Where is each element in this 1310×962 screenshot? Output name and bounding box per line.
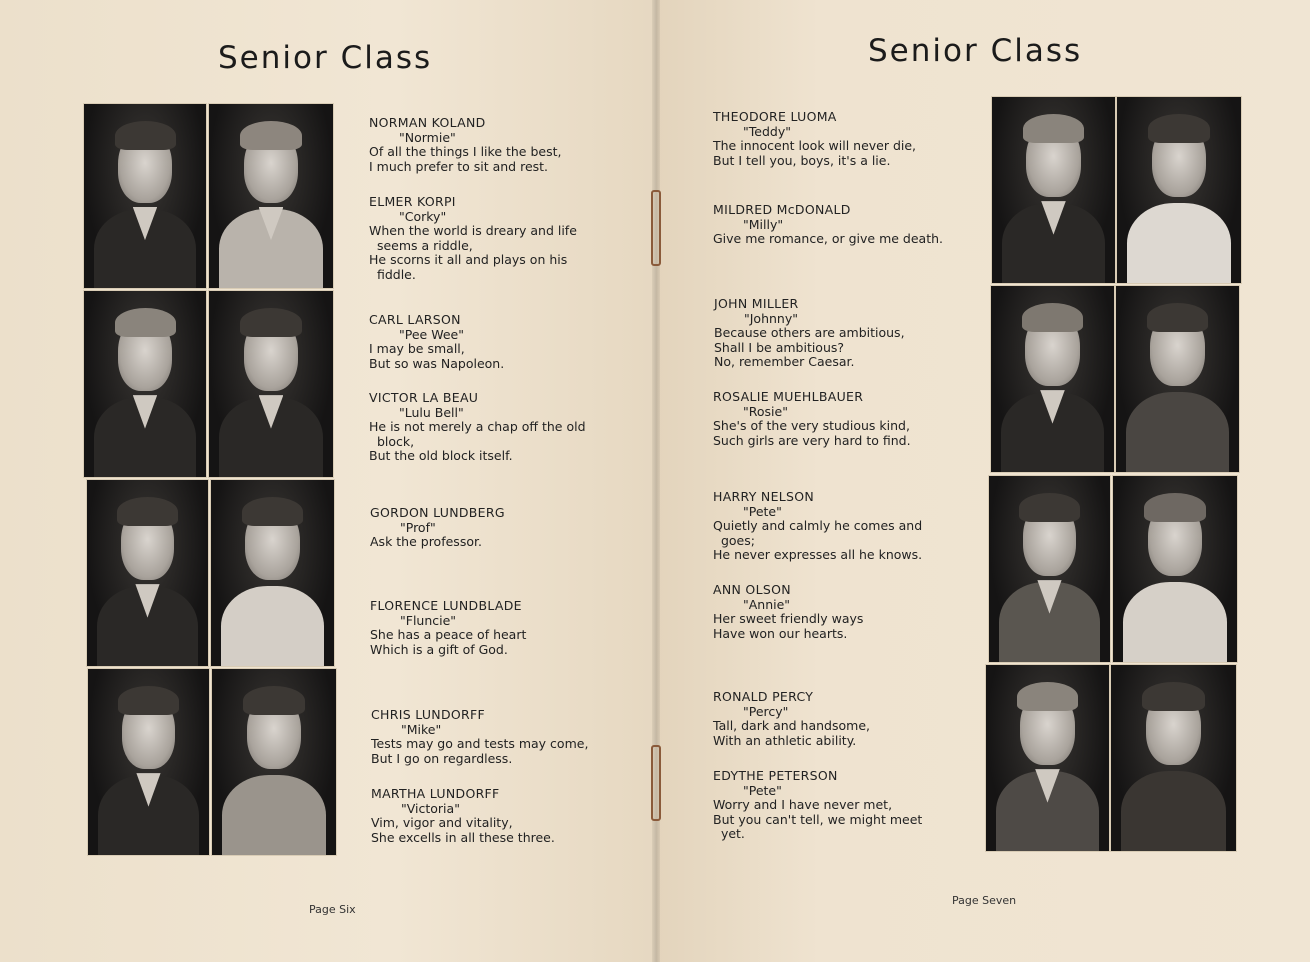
student-entry xyxy=(371,708,616,766)
student-nickname: "Rosie" xyxy=(743,403,788,419)
quote-line: Such girls are very hard to find. xyxy=(713,432,911,448)
student-name: ANN OLSON xyxy=(713,582,791,597)
student-entry xyxy=(369,391,614,464)
student-photo xyxy=(209,291,333,477)
quote-line: Which is a gift of God. xyxy=(370,641,508,657)
student-nickname: "Teddy" xyxy=(743,123,791,139)
student-nickname: "Prof" xyxy=(400,519,436,535)
quote-line: Give me romance, or give me death. xyxy=(713,231,943,247)
staple xyxy=(651,745,661,821)
quote-line: Ask the professor. xyxy=(370,534,482,550)
student-photo xyxy=(84,104,206,288)
student-entry xyxy=(713,110,958,168)
student-entry xyxy=(369,116,614,174)
quote-line: She has a peace of heart xyxy=(370,627,527,643)
student-photo xyxy=(1116,286,1239,472)
quote-line: I much prefer to sit and rest. xyxy=(369,158,549,174)
quote-line: He never expresses all he knows. xyxy=(713,547,923,563)
student-photo xyxy=(1111,665,1236,851)
student-photo xyxy=(1117,97,1241,283)
student-name: FLORENCE LUNDBLADE xyxy=(370,598,522,613)
student-photo xyxy=(88,669,209,855)
student-entry xyxy=(713,769,958,842)
quote-line: Quietly and calmly he comes and xyxy=(713,518,923,534)
student-photo xyxy=(989,476,1110,662)
student-nickname: "Corky" xyxy=(399,208,447,224)
student-name: CARL LARSON xyxy=(369,312,461,327)
student-nickname: "Pee Wee" xyxy=(399,326,464,342)
student-name: MILDRED McDONALD xyxy=(713,202,851,217)
student-name: NORMAN KOLAND xyxy=(369,115,486,130)
student-nickname: "Percy" xyxy=(743,703,789,719)
quote-line: He scorns it all and plays on his xyxy=(369,252,568,268)
student-entry xyxy=(369,313,614,371)
quote-line: With an athletic ability. xyxy=(713,732,857,748)
student-photo xyxy=(986,665,1109,851)
student-name: ELMER KORPI xyxy=(369,194,456,209)
student-photo xyxy=(1113,476,1237,662)
quote-line: Her sweet friendly ways xyxy=(713,611,864,627)
staple xyxy=(651,190,661,266)
quote-line: But the old block itself. xyxy=(369,448,513,464)
student-entry xyxy=(713,390,958,448)
quote-line: But you can't tell, we might meet xyxy=(713,811,923,827)
student-nickname: "Pete" xyxy=(743,503,782,519)
student-nickname: "Normie" xyxy=(399,129,456,145)
student-name: GORDON LUNDBERG xyxy=(370,505,505,520)
student-nickname: "Victoria" xyxy=(401,800,460,816)
quote-line: When the world is dreary and life xyxy=(369,223,577,239)
quote-line: Of all the things I like the best, xyxy=(369,144,562,160)
student-name: CHRIS LUNDORFF xyxy=(371,707,485,722)
quote-line: block, xyxy=(369,433,415,449)
student-name: HARRY NELSON xyxy=(713,489,815,504)
quote-line: Shall I be ambitious? xyxy=(714,339,845,355)
quote-line: But so was Napoleon. xyxy=(369,355,505,371)
quote-line: I may be small, xyxy=(369,341,465,357)
quote-line: She excells in all these three. xyxy=(371,829,555,845)
student-nickname: "Annie" xyxy=(743,596,791,612)
student-nickname: "Fluncie" xyxy=(400,612,457,628)
student-nickname: "Mike" xyxy=(401,721,442,737)
right-page xyxy=(656,0,1310,962)
student-name: EDYTHE PETERSON xyxy=(713,768,838,783)
quote-line: But I go on regardless. xyxy=(371,750,513,766)
student-entry xyxy=(370,506,615,550)
page-title: Senior Class xyxy=(218,40,433,76)
student-nickname: "Pete" xyxy=(743,782,782,798)
student-entry xyxy=(713,203,958,247)
quote-line: yet. xyxy=(713,826,745,842)
student-nickname: "Milly" xyxy=(743,216,784,232)
student-name: ROSALIE MUEHLBAUER xyxy=(713,389,864,404)
student-nickname: "Lulu Bell" xyxy=(399,404,464,420)
student-name: JOHN MILLER xyxy=(714,296,799,311)
student-entry xyxy=(714,297,959,370)
page-number: Page Six xyxy=(309,903,356,916)
quote-line: But I tell you, boys, it's a lie. xyxy=(713,152,891,168)
quote-line: Because others are ambitious, xyxy=(714,325,905,341)
student-name: MARTHA LUNDORFF xyxy=(371,786,500,801)
quote-line: Worry and I have never met, xyxy=(713,797,893,813)
student-photo xyxy=(992,97,1115,283)
page-title: Senior Class xyxy=(868,33,1083,69)
student-nickname: "Johnny" xyxy=(744,310,798,326)
student-entry xyxy=(713,690,958,748)
student-photo xyxy=(211,480,334,666)
quote-line: goes; xyxy=(713,532,755,548)
quote-line: Have won our hearts. xyxy=(713,625,848,641)
student-photo xyxy=(209,104,333,288)
student-entry xyxy=(713,583,958,641)
student-photo xyxy=(84,291,206,477)
student-photo xyxy=(212,669,336,855)
student-photo xyxy=(87,480,208,666)
student-entry xyxy=(369,195,614,283)
page-number: Page Seven xyxy=(952,894,1017,907)
quote-line: Vim, vigor and vitality, xyxy=(371,815,513,831)
quote-line: No, remember Caesar. xyxy=(714,354,855,370)
quote-line: Tall, dark and handsome, xyxy=(713,718,870,734)
student-photo xyxy=(991,286,1114,472)
quote-line: The innocent look will never die, xyxy=(713,138,917,154)
student-entry xyxy=(370,599,615,657)
quote-line: She's of the very studious kind, xyxy=(713,418,910,434)
quote-line: seems a riddle, xyxy=(369,237,473,253)
student-name: THEODORE LUOMA xyxy=(713,109,837,124)
student-name: RONALD PERCY xyxy=(713,689,814,704)
quote-line: fiddle. xyxy=(369,266,416,282)
quote-line: He is not merely a chap off the old xyxy=(369,419,586,435)
quote-line: Tests may go and tests may come, xyxy=(371,736,589,752)
student-name: VICTOR LA BEAU xyxy=(369,390,479,405)
student-entry xyxy=(713,490,958,563)
student-entry xyxy=(371,787,616,845)
